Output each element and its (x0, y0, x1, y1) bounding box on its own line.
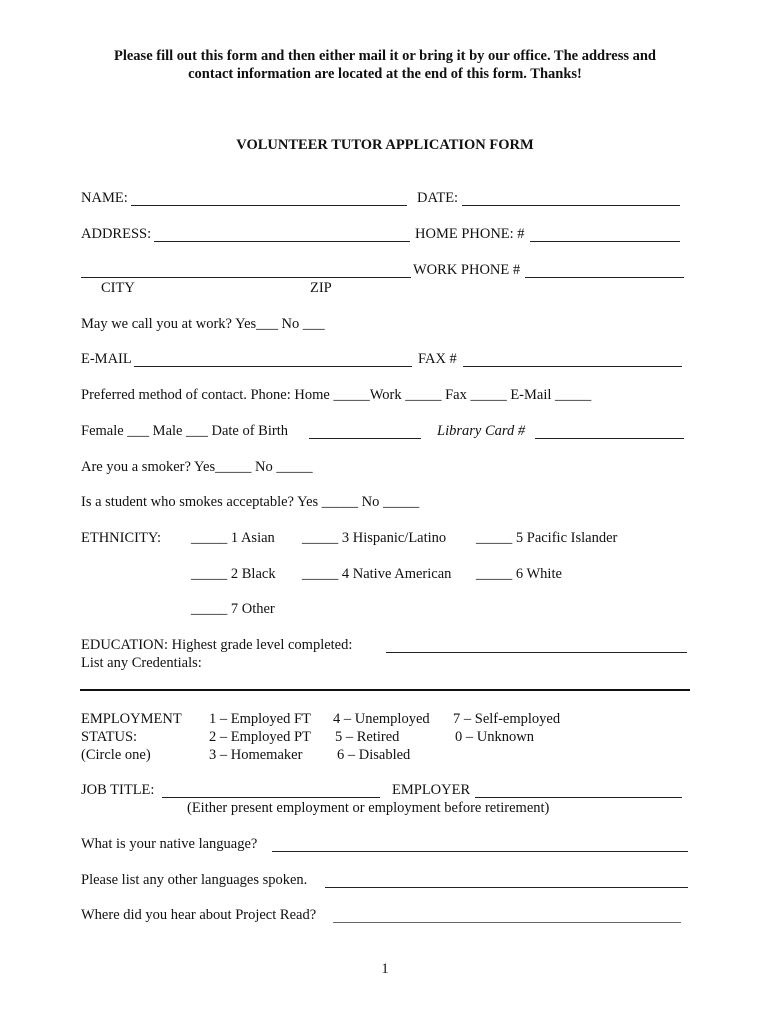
credentials-label: List any Credentials: (81, 655, 202, 671)
heard-about-field[interactable] (333, 922, 681, 923)
name-field[interactable] (131, 205, 407, 206)
other-languages-field[interactable] (325, 887, 688, 888)
library-card-field[interactable] (535, 438, 684, 439)
employer-field[interactable] (475, 797, 682, 798)
native-language-question: What is your native language? (81, 836, 258, 852)
email-field[interactable] (134, 366, 412, 367)
ethnicity-option-other[interactable]: _____ 7 Other (191, 601, 275, 617)
call-at-work-question[interactable]: May we call you at work? Yes___ No ___ (81, 316, 325, 332)
preferred-contact-question[interactable]: Preferred method of contact. Phone: Home _____Work _____ Fax _____ E-Mail _____ (81, 387, 592, 403)
address-field[interactable] (154, 241, 410, 242)
home-phone-field[interactable] (530, 241, 680, 242)
smoker-question[interactable]: Are you a smoker? Yes_____ No _____ (81, 459, 313, 475)
city-zip-field[interactable] (81, 277, 411, 278)
heard-about-question: Where did you hear about Project Read? (81, 907, 317, 923)
ethnicity-label: ETHNICITY: (81, 530, 162, 546)
other-languages-question: Please list any other languages spoken. (81, 872, 308, 888)
intro-line-1: Please fill out this form and then either mail it or bring it by our office. The address and (113, 48, 656, 64)
date-field[interactable] (462, 205, 680, 206)
page-number: 1 (381, 961, 389, 977)
gender-dob-label[interactable]: Female ___ Male ___ Date of Birth (81, 423, 288, 439)
job-title-field[interactable] (162, 797, 380, 798)
work-phone-field[interactable] (525, 277, 684, 278)
ethnicity-option-black[interactable]: _____ 2 Black (191, 566, 276, 582)
employment-label-line-2: STATUS: (81, 729, 138, 745)
employment-label-line-1: EMPLOYMENT (81, 711, 182, 727)
employment-option-self-employed[interactable]: 7 – Self-employed (453, 711, 561, 727)
home-phone-label: HOME PHONE: # (415, 226, 525, 242)
section-divider (80, 689, 690, 691)
ethnicity-option-hispanic[interactable]: _____ 3 Hispanic/Latino (302, 530, 447, 546)
ethnicity-option-pacific-islander[interactable]: _____ 5 Pacific Islander (476, 530, 618, 546)
name-label: NAME: (81, 190, 128, 206)
employment-option-disabled[interactable]: 6 – Disabled (337, 747, 411, 763)
employment-option-employed-pt[interactable]: 2 – Employed PT (209, 729, 311, 745)
address-label: ADDRESS: (81, 226, 152, 242)
library-card-label: Library Card # (437, 423, 526, 439)
employment-label-line-3: (Circle one) (81, 747, 151, 763)
employment-option-retired[interactable]: 5 – Retired (335, 729, 400, 745)
student-smokes-question[interactable]: Is a student who smokes acceptable? Yes _____ No _____ (81, 494, 420, 510)
email-label: E-MAIL (81, 351, 132, 367)
ethnicity-option-asian[interactable]: _____ 1 Asian (191, 530, 275, 546)
job-title-label: JOB TITLE: (81, 782, 155, 798)
date-of-birth-field[interactable] (309, 438, 421, 439)
education-label: EDUCATION: Highest grade level completed: (81, 637, 353, 653)
fax-field[interactable] (463, 366, 682, 367)
employment-option-employed-ft[interactable]: 1 – Employed FT (209, 711, 311, 727)
work-phone-label: WORK PHONE # (413, 262, 521, 278)
employer-label: EMPLOYER (392, 782, 471, 798)
city-label: CITY (101, 280, 135, 296)
date-label: DATE: (417, 190, 459, 206)
employment-option-unknown[interactable]: 0 – Unknown (455, 729, 534, 745)
employment-option-homemaker[interactable]: 3 – Homemaker (209, 747, 303, 763)
zip-label: ZIP (310, 280, 332, 296)
form-title: VOLUNTEER TUTOR APPLICATION FORM (236, 137, 534, 153)
native-language-field[interactable] (272, 851, 688, 852)
intro-line-2: contact information are located at the end of this form. Thanks! (188, 66, 582, 82)
employment-note: (Either present employment or employment before retirement) (187, 800, 550, 816)
ethnicity-option-native-american[interactable]: _____ 4 Native American (302, 566, 452, 582)
fax-label: FAX # (418, 351, 457, 367)
ethnicity-option-white[interactable]: _____ 6 White (476, 566, 562, 582)
highest-grade-field[interactable] (386, 652, 687, 653)
employment-option-unemployed[interactable]: 4 – Unemployed (333, 711, 430, 727)
